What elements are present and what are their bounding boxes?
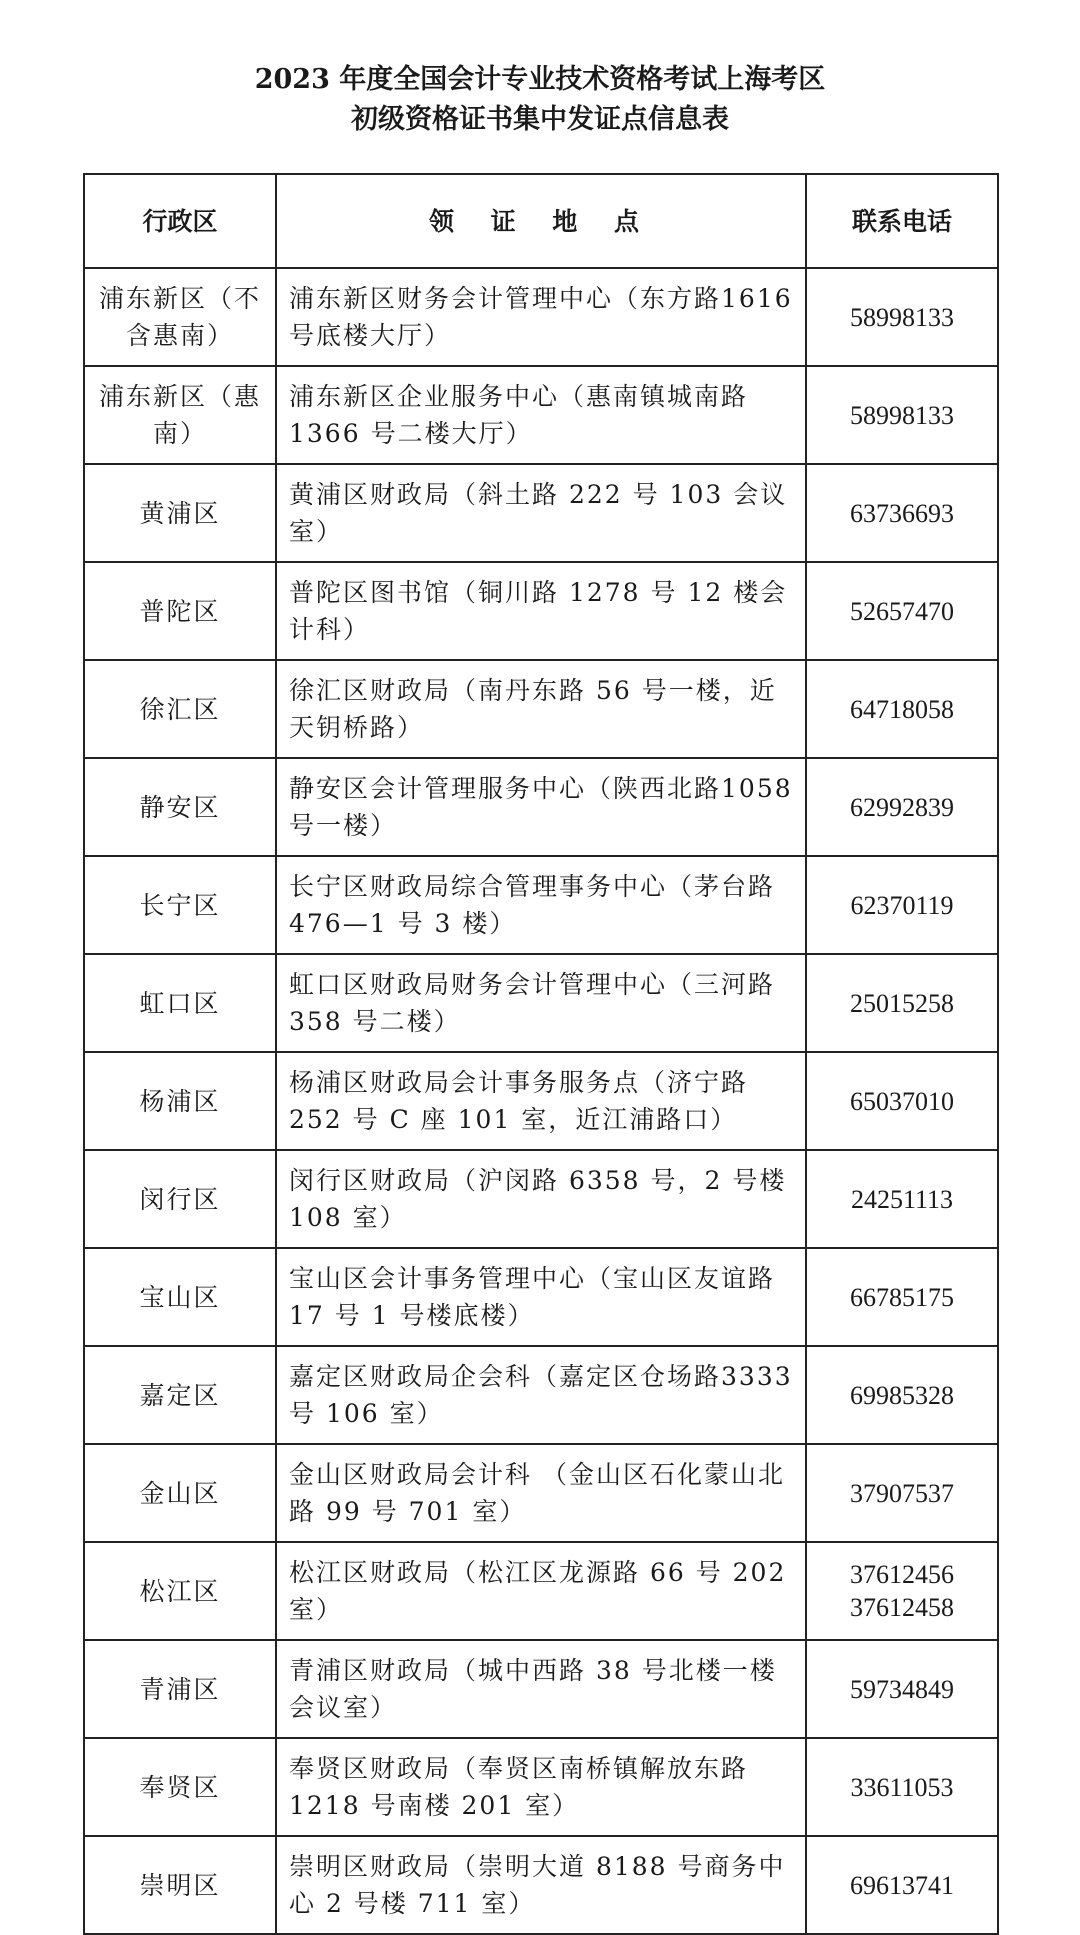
district-cell: 虹口区 bbox=[84, 954, 276, 1052]
district-cell: 金山区 bbox=[84, 1444, 276, 1542]
district-cell: 杨浦区 bbox=[84, 1052, 276, 1150]
location-cell: 奉贤区财政局（奉贤区南桥镇解放东路1218 号南楼 201 室） bbox=[276, 1738, 806, 1836]
location-cell: 普陀区图书馆（铜川路 1278 号 12 楼会计科） bbox=[276, 562, 806, 660]
location-cell: 金山区财政局会计科 （金山区石化蒙山北路 99 号 701 室） bbox=[276, 1444, 806, 1542]
table-row bbox=[84, 660, 998, 758]
phone-number: 37612456 bbox=[850, 1560, 954, 1589]
location-cell: 嘉定区财政局企会科（嘉定区仓场路3333 号 106 室） bbox=[276, 1346, 806, 1444]
district-cell: 静安区 bbox=[84, 758, 276, 856]
location-cell: 杨浦区财政局会计事务服务点（济宁路252 号 C 座 101 室，近江浦路口） bbox=[276, 1052, 806, 1150]
phone-cell bbox=[806, 1738, 998, 1836]
table-row bbox=[84, 268, 998, 366]
header-district: 行政区 bbox=[84, 174, 276, 268]
district-cell: 崇明区 bbox=[84, 1836, 276, 1934]
phone-number: 66785175 bbox=[850, 1282, 954, 1312]
location-cell: 闵行区财政局（沪闵路 6358 号，2 号楼108 室） bbox=[276, 1150, 806, 1248]
table-row bbox=[84, 1542, 998, 1640]
phone-cell bbox=[806, 856, 998, 954]
phone-cell bbox=[806, 464, 998, 562]
location-cell: 静安区会计管理服务中心（陕西北路1058 号一楼） bbox=[276, 758, 806, 856]
phone-number: 58998133 bbox=[850, 302, 954, 332]
phone-cell bbox=[806, 954, 998, 1052]
table-row bbox=[84, 1836, 998, 1934]
location-cell: 青浦区财政局（城中西路 38 号北楼一楼会议室） bbox=[276, 1640, 806, 1738]
location-cell: 宝山区会计事务管理中心（宝山区友谊路 17 号 1 号楼底楼） bbox=[276, 1248, 806, 1346]
phone-number: 59734849 bbox=[850, 1674, 954, 1704]
district-cell: 闵行区 bbox=[84, 1150, 276, 1248]
phone-number: 62370119 bbox=[850, 890, 954, 920]
table-row bbox=[84, 758, 998, 856]
district-cell: 奉贤区 bbox=[84, 1738, 276, 1836]
phone-number: 63736693 bbox=[850, 498, 954, 528]
location-cell: 浦东新区企业服务中心（惠南镇城南路1366 号二楼大厅） bbox=[276, 366, 806, 464]
table-row bbox=[84, 1346, 998, 1444]
title-line-2: 初级资格证书集中发证点信息表 bbox=[351, 104, 729, 135]
phone-number: 33611053 bbox=[850, 1772, 954, 1802]
phone-number: 69613741 bbox=[850, 1870, 954, 1900]
header-location: 领 证 地 点 bbox=[276, 174, 806, 268]
district-cell: 浦东新区（不含惠南） bbox=[84, 268, 276, 366]
phone-cell bbox=[806, 1836, 998, 1934]
phone-cell bbox=[806, 1052, 998, 1150]
location-cell: 崇明区财政局（崇明大道 8188 号商务中心 2 号楼 711 室） bbox=[276, 1836, 806, 1934]
table-row bbox=[84, 1248, 998, 1346]
phone-number: 69985328 bbox=[850, 1380, 954, 1410]
phone-number: 37612458 bbox=[850, 1593, 954, 1622]
phone-number: 52657470 bbox=[850, 596, 954, 626]
table-row bbox=[84, 856, 998, 954]
location-cell: 黄浦区财政局（斜土路 222 号 103 会议室） bbox=[276, 464, 806, 562]
document-title bbox=[0, 60, 1080, 140]
table-header bbox=[84, 174, 998, 268]
table-body bbox=[84, 268, 998, 1934]
table-row bbox=[84, 366, 998, 464]
table-row bbox=[84, 954, 998, 1052]
location-cell: 虹口区财政局财务会计管理中心（三河路 358 号二楼） bbox=[276, 954, 806, 1052]
certificate-location-table bbox=[83, 173, 999, 1935]
location-cell: 长宁区财政局综合管理事务中心（茅台路 476—1 号 3 楼） bbox=[276, 856, 806, 954]
location-cell: 徐汇区财政局（南丹东路 56 号一楼，近天钥桥路） bbox=[276, 660, 806, 758]
table-row bbox=[84, 1150, 998, 1248]
district-cell: 长宁区 bbox=[84, 856, 276, 954]
phone-cell bbox=[806, 562, 998, 660]
district-cell: 浦东新区（惠南） bbox=[84, 366, 276, 464]
phone-number: 24251113 bbox=[850, 1184, 954, 1214]
phone-cell bbox=[806, 1542, 998, 1640]
district-cell: 黄浦区 bbox=[84, 464, 276, 562]
header-phone: 联系电话 bbox=[806, 174, 998, 268]
phone-number: 58998133 bbox=[850, 400, 954, 430]
location-cell: 浦东新区财务会计管理中心（东方路1616 号底楼大厅） bbox=[276, 268, 806, 366]
table-row bbox=[84, 1444, 998, 1542]
district-cell: 嘉定区 bbox=[84, 1346, 276, 1444]
district-cell: 宝山区 bbox=[84, 1248, 276, 1346]
location-cell: 松江区财政局（松江区龙源路 66 号 202室） bbox=[276, 1542, 806, 1640]
phone-number: 65037010 bbox=[850, 1086, 954, 1116]
phone-number: 62992839 bbox=[850, 792, 954, 822]
phone-cell bbox=[806, 268, 998, 366]
phone-cell bbox=[806, 1248, 998, 1346]
phone-cell bbox=[806, 1150, 998, 1248]
phone-number: 37907537 bbox=[850, 1478, 954, 1508]
district-cell: 松江区 bbox=[84, 1542, 276, 1640]
title-line-1: 2023 年度全国会计专业技术资格考试上海考区 bbox=[254, 64, 826, 95]
table-row bbox=[84, 1052, 998, 1150]
district-cell: 普陀区 bbox=[84, 562, 276, 660]
phone-cell bbox=[806, 1640, 998, 1738]
phone-cell bbox=[806, 758, 998, 856]
table-row bbox=[84, 464, 998, 562]
phone-cell bbox=[806, 366, 998, 464]
table-row bbox=[84, 1738, 998, 1836]
phone-cell bbox=[806, 660, 998, 758]
header-row bbox=[84, 174, 998, 268]
phone-number: 25015258 bbox=[850, 988, 954, 1018]
phone-cell bbox=[806, 1346, 998, 1444]
phone-number: 64718058 bbox=[850, 694, 954, 724]
table-row bbox=[84, 562, 998, 660]
district-cell: 徐汇区 bbox=[84, 660, 276, 758]
phone-cell bbox=[806, 1444, 998, 1542]
district-cell: 青浦区 bbox=[84, 1640, 276, 1738]
table-row bbox=[84, 1640, 998, 1738]
